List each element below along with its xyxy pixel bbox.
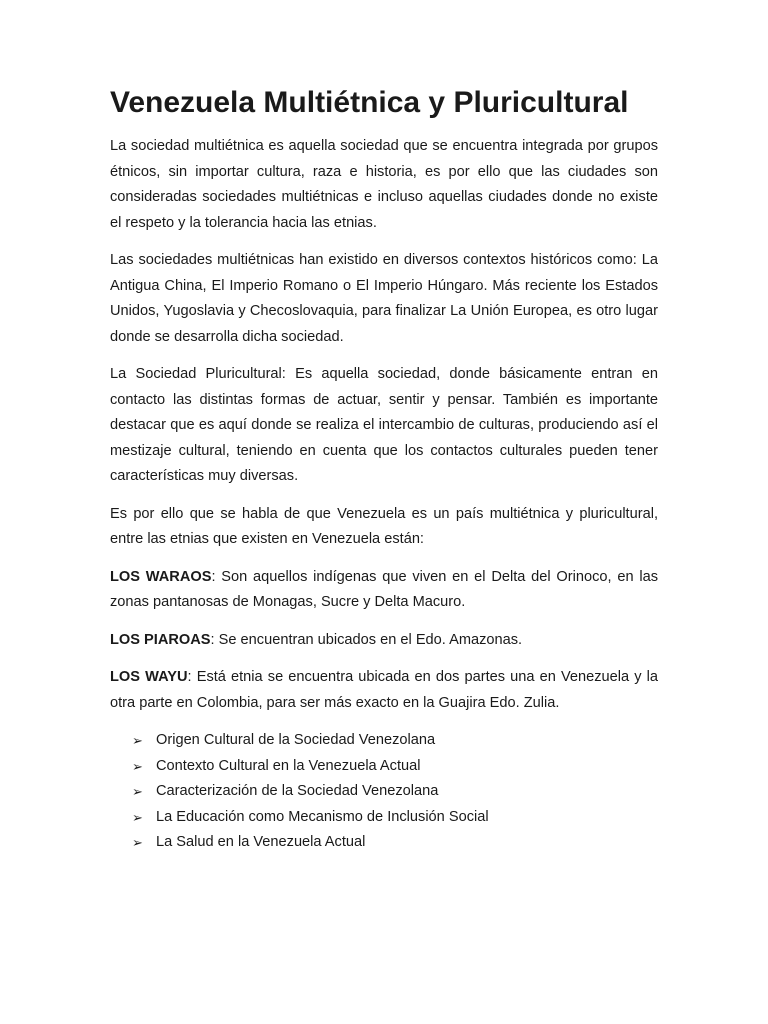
paragraph-historical-contexts: Las sociedades multiétnicas han existido en diversos contextos históricos como: La Antigua China, El Imperio Romano o El Imperio Húngaro. Más reciente los Estados Unidos, Yugoslavia y Checoslovaquia, para finalizar La Unión Europea, es otro lugar donde se desarrolla dicha sociedad.	[110, 252, 658, 345]
list-item	[132, 728, 658, 754]
paragraph-multietnica: La sociedad multiétnica es aquella sociedad que se encuentra integrada por grupos étnicos, sin importar cultura, raza e historia, es por ello que las ciudades son consideradas sociedades multiétnicas e incluso aquellas ciudades donde no existe el respeto y la tolerancia hacia las etnias.	[110, 138, 658, 231]
topic-label: La Salud en la Venezuela Actual	[156, 834, 366, 850]
topic-label: Contexto Cultural en la Venezuela Actual	[156, 757, 421, 774]
topics-list	[132, 728, 658, 856]
ethnic-group-description: : Son aquellos indígenas que viven en el Delta del Orinoco, en las zonas pantanosas de Monagas, Sucre y Delta Macuro.	[110, 568, 658, 610]
arrow-bullet-icon: ➢	[132, 835, 143, 850]
ethnic-group-piaroas	[110, 628, 658, 654]
ethnic-group-name: LOS WARAOS	[110, 568, 212, 585]
arrow-bullet-icon: ➢	[132, 758, 143, 774]
ethnic-group-description: : Se encuentran ubicados en el Edo. Amazonas.	[210, 631, 523, 648]
arrow-bullet-icon: ➢	[132, 809, 143, 825]
arrow-bullet-icon: ➢	[132, 733, 143, 748]
topic-label: Origen Cultural de la Sociedad Venezolana	[156, 732, 436, 748]
list-item	[132, 830, 658, 856]
paragraph-pluricultural: La Sociedad Pluricultural: Es aquella sociedad, donde básicamente entran en contacto las distintas formas de actuar, sentir y pensar. También es importante destacar que es aquí donde se realiza el intercambio de culturas, produciendo así el mestizaje cultural, teniendo en cuenta que los contactos culturales pueden tener características muy diversas.	[110, 366, 658, 484]
ethnic-group-name: LOS WAYU	[110, 669, 188, 685]
arrow-bullet-icon: ➢	[132, 784, 143, 799]
topic-label: La Educación como Mecanismo de Inclusión Social	[156, 808, 489, 825]
ethnic-group-description: : Está etnia se encuentra ubicada en dos partes una en Venezuela y la otra parte en Colombia, para ser más exacto en la Guajira Edo. Zulia.	[110, 669, 658, 711]
ethnic-group-name: LOS PIAROAS	[110, 631, 211, 648]
list-item	[132, 779, 658, 805]
list-item	[132, 805, 658, 831]
list-item	[132, 754, 658, 780]
ethnic-group-waraos	[110, 565, 658, 616]
paragraph-venezuela-ethnicities: Es por ello que se habla de que Venezuela es un país multiétnica y pluricultural, entre las etnias que existen en Venezuela están:	[110, 505, 658, 547]
topic-label: Caracterización de la Sociedad Venezolana	[156, 783, 439, 799]
document-title: Venezuela Multiétnica y Pluricultural	[110, 86, 629, 119]
ethnic-group-wayu	[110, 665, 658, 716]
